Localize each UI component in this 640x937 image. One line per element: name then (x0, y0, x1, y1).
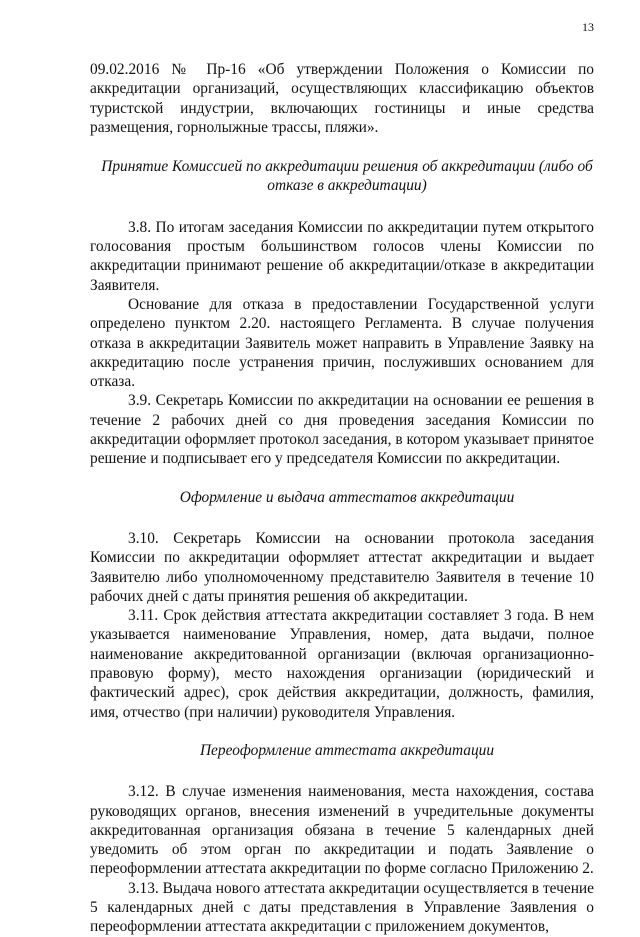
page-number: 13 (582, 20, 594, 34)
document-body (90, 60, 594, 937)
section-heading-issuance: Оформление и выдача аттестатов аккредитации (179, 488, 515, 506)
paragraph-3-9: 3.9. Секретарь Комиссии по аккредитации на основании ее решения в течение 2 рабочих дней со дня проведения заседания Комиссии по аккредитации оформляет протокол заседания, в котором указывает принятое решение и подписывает его у председателя Комиссии по аккредитации. (90, 392, 594, 468)
intro-paragraph: 09.02.2016 № Пр-16 «Об утверждении Положения о Комиссии по аккредитации организаций, осуществляющих классификацию объектов туристской индустрии, включающих гостиницы и иные средства размещения, горнолыжные трассы, пляжи». (90, 61, 594, 136)
paragraph-3-10: 3.10. Секретарь Комиссии на основании протокола заседания Комиссии по аккредитации оформляет аттестат аккредитации и выдает Заявителю либо уполномоченному представителю Заявителя в течение 10 рабочих дней с даты принятия решения об аккредитации. (90, 529, 594, 605)
paragraph-3-12: 3.12. В случае изменения наименования, места нахождения, состава руководящих органов, внесения изменений в учредительные документы аккредитованная организация обязана в течение 5 календарных дней уведомить об этом орган по аккредитации и подать Заявление о переоформлении аттестата аккредитации по форме согласно Приложению 2. (90, 783, 594, 878)
paragraph-3-8: 3.8. По итогам заседания Комиссии по аккредитации путем открытого голосования простым большинством голосов члены Комиссии по аккредитации принимают решение об аккредитации/отказе в аккредитации Заявителя. (90, 218, 594, 294)
section-heading-decision: Принятие Комиссией по аккредитации решения об аккредитации (либо об отказе в аккредитации) (101, 158, 593, 195)
section-heading-reissue: Переоформление аттестата аккредитации (199, 741, 495, 759)
paragraph-refusal-basis: Основание для отказа в предоставлении Государственной услуги определено пунктом 2.20. настоящего Регламента. В случае получения отказа в аккредитации Заявитель может направить в Управление Заявку на аккредитацию после устранения причин, послуживших основанием для отказа. (90, 295, 594, 391)
paragraph-3-11: 3.11. Срок действия аттестата аккредитации составляет 3 года. В нем указывается наименование Управления, номер, дата выдачи, полное наименование аккредитованной организации (включая организационно-правовую форму), место нахождения организации (юридический и фактический адрес), срок действия аккредитации, должность, фамилия, имя, отчество (при наличии) руководителя Управления. (90, 607, 594, 721)
paragraph-3-13: 3.13. Выдача нового аттестата аккредитации осуществляется в течение 5 календарных дней с даты представления в Управление Заявления о переоформлении аттестата аккредитации с приложением документов, (90, 879, 594, 936)
